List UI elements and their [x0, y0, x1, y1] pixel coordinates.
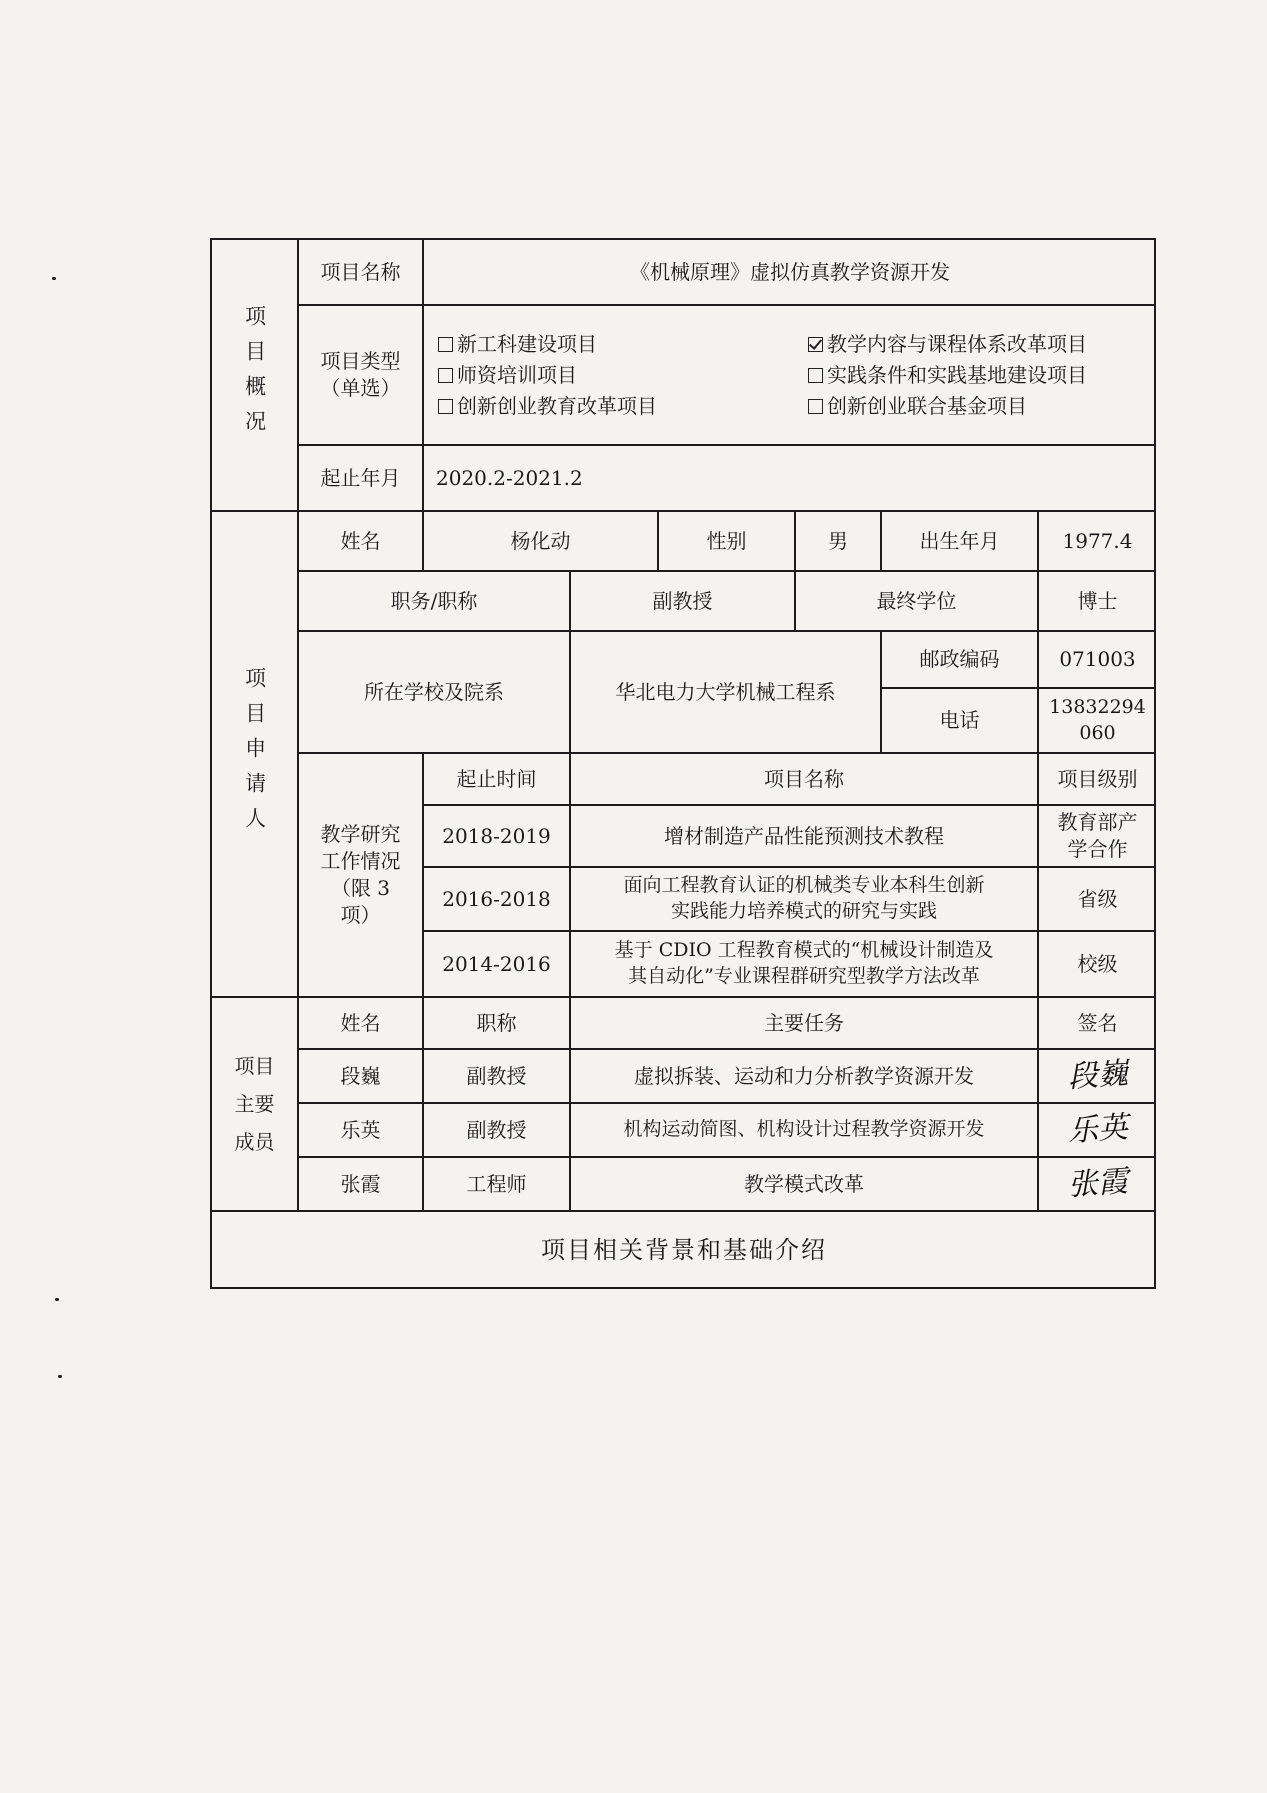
title-value: 副教授 — [569, 570, 794, 630]
research-row-name: 基于 CDIO 工程教育模式的“机械设计制造及 其自动化”专业课程群研究型教学方法改革 — [569, 930, 1037, 996]
phone-value: 13832294 060 — [1037, 687, 1156, 752]
research-label: 教学研究 工作情况 （限 3 项） — [297, 752, 422, 996]
project-type-option[interactable]: 实践条件和实践基地建设项目 — [808, 362, 1138, 389]
school-value: 华北电力大学机械工程系 — [569, 630, 880, 752]
birth-label: 出生年月 — [880, 510, 1037, 570]
research-header-level: 项目级别 — [1037, 752, 1156, 804]
margin-mark — [52, 277, 56, 280]
checkbox-checked-icon[interactable] — [808, 337, 823, 352]
member-name: 张霞 — [297, 1156, 422, 1210]
background-section-heading: 项目相关背景和基础介绍 — [210, 1210, 1156, 1289]
member-name: 乐英 — [297, 1102, 422, 1156]
checkbox-icon[interactable] — [808, 399, 823, 414]
member-signature: 段巍 — [1037, 1048, 1156, 1102]
research-row-level: 省级 — [1037, 866, 1156, 930]
research-row-level: 校级 — [1037, 930, 1156, 996]
research-row-time: 2014-2016 — [422, 930, 569, 996]
members-header-sign: 签名 — [1037, 996, 1156, 1048]
research-row-time: 2016-2018 — [422, 866, 569, 930]
member-title: 副教授 — [422, 1048, 569, 1102]
gender-label: 性别 — [657, 510, 794, 570]
project-type-options — [422, 304, 1156, 444]
project-type-option[interactable]: 师资培训项目 — [438, 362, 808, 389]
member-title: 工程师 — [422, 1156, 569, 1210]
research-row-level: 教育部产 学合作 — [1037, 804, 1156, 866]
research-row-name: 面向工程教育认证的机械类专业本科生创新 实践能力培养模式的研究与实践 — [569, 866, 1037, 930]
school-label: 所在学校及院系 — [297, 630, 569, 752]
member-title: 副教授 — [422, 1102, 569, 1156]
research-header-name: 项目名称 — [569, 752, 1037, 804]
birth-value: 1977.4 — [1037, 510, 1156, 570]
project-type-option[interactable]: 创新创业联合基金项目 — [808, 393, 1138, 420]
research-row-name: 增材制造产品性能预测技术教程 — [569, 804, 1037, 866]
checkbox-icon[interactable] — [438, 337, 453, 352]
members-header-title: 职称 — [422, 996, 569, 1048]
member-signature: 乐英 — [1037, 1102, 1156, 1156]
research-row-time: 2018-2019 — [422, 804, 569, 866]
period-label: 起止年月 — [297, 444, 422, 510]
degree-value: 博士 — [1037, 570, 1156, 630]
degree-label: 最终学位 — [794, 570, 1037, 630]
applicant-section-label: 项目申请人 — [210, 510, 297, 996]
project-name-label: 项目名称 — [297, 238, 422, 304]
overview-section-label: 项目概况 — [210, 238, 297, 510]
project-name-value: 《机械原理》虚拟仿真教学资源开发 — [422, 238, 1156, 304]
project-type-option[interactable]: 创新创业教育改革项目 — [438, 393, 808, 420]
gender-value: 男 — [794, 510, 880, 570]
member-task: 教学模式改革 — [569, 1156, 1037, 1210]
period-value: 2020.2-2021.2 — [422, 444, 1156, 510]
members-header-task: 主要任务 — [569, 996, 1037, 1048]
postcode-value: 071003 — [1037, 630, 1156, 687]
project-type-option[interactable]: 教学内容与课程体系改革项目 — [808, 331, 1138, 358]
member-name: 段巍 — [297, 1048, 422, 1102]
margin-mark — [58, 1375, 62, 1378]
title-label: 职务/职称 — [297, 570, 569, 630]
checkbox-icon[interactable] — [438, 368, 453, 383]
postcode-label: 邮政编码 — [880, 630, 1037, 687]
checkbox-icon[interactable] — [438, 399, 453, 414]
members-header-name: 姓名 — [297, 996, 422, 1048]
project-type-grid — [438, 331, 1152, 420]
project-type-option[interactable]: 新工科建设项目 — [438, 331, 808, 358]
project-type-label: 项目类型 （单选） — [297, 304, 422, 444]
member-signature: 张霞 — [1037, 1156, 1156, 1210]
phone-label: 电话 — [880, 687, 1037, 752]
margin-mark — [55, 1298, 59, 1301]
research-header-time: 起止时间 — [422, 752, 569, 804]
members-section-label: 项目 主要 成员 — [210, 996, 297, 1210]
checkbox-icon[interactable] — [808, 368, 823, 383]
member-task: 虚拟拆装、运动和力分析教学资源开发 — [569, 1048, 1037, 1102]
name-label: 姓名 — [297, 510, 422, 570]
member-task: 机构运动简图、机构设计过程教学资源开发 — [569, 1102, 1037, 1156]
name-value: 杨化动 — [422, 510, 657, 570]
